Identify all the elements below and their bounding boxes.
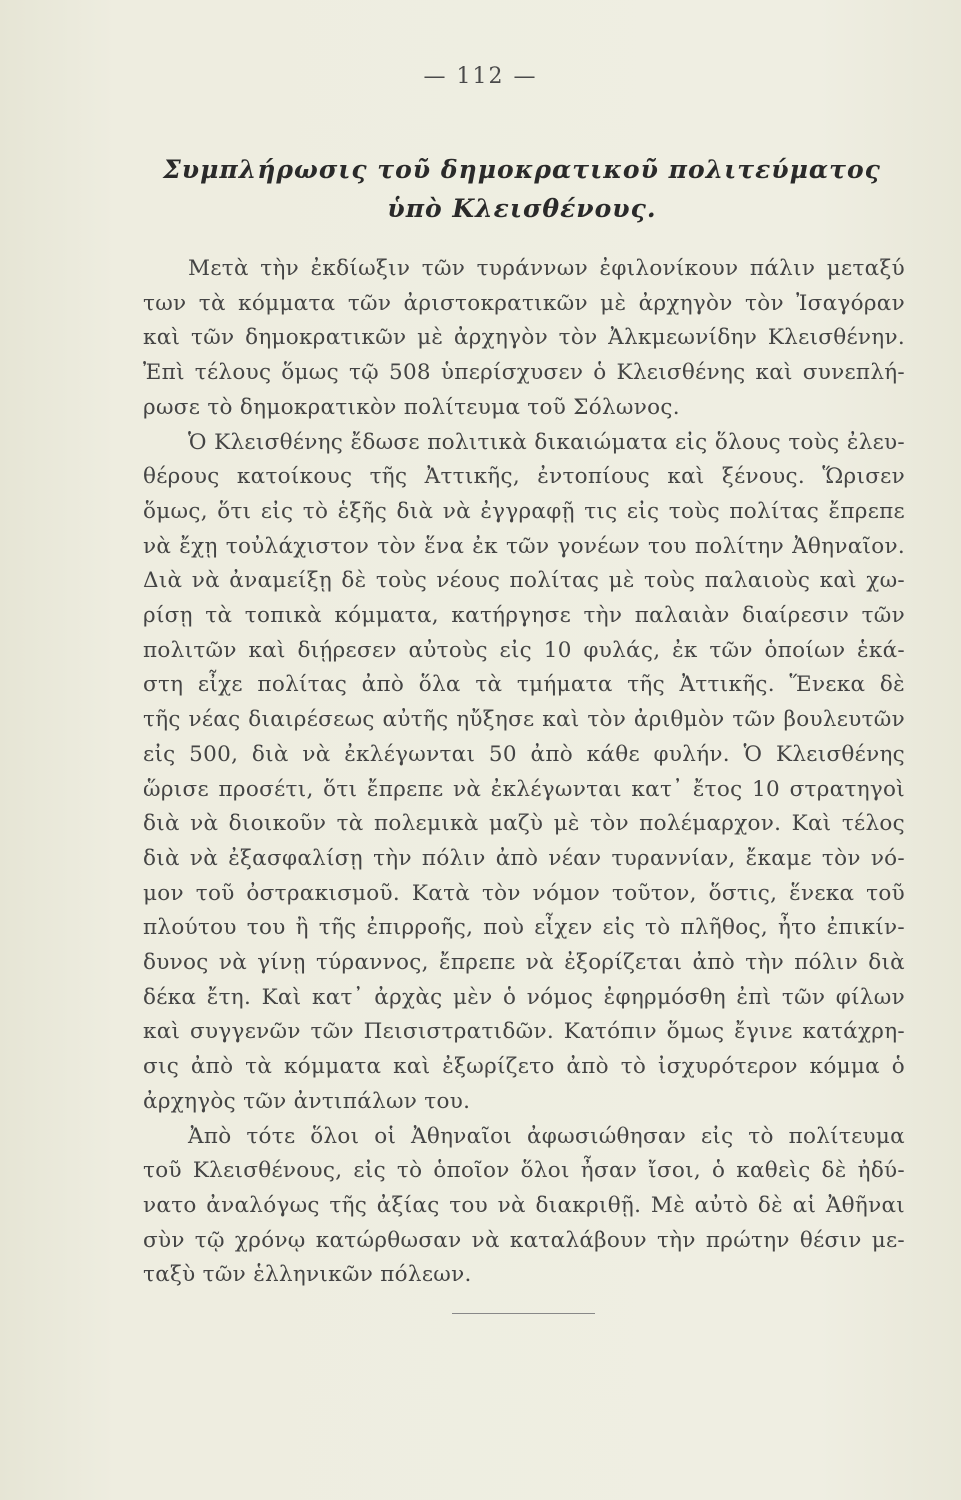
text-line: Διὰ νὰ ἀναμείξῃ δὲ τοὺς νέους πολίτας μὲ τοὺς παλαιοὺς καὶ χω- [143,568,905,594]
page-number: — 112 — [423,64,538,89]
text-line: διὰ νὰ διοικοῦν τὰ πολεμικὰ μαζὺ μὲ τὸν πολέμαρχον. Καὶ τέλος [143,811,905,837]
text-line: σις ἀπὸ τὰ κόμματα καὶ ἐξωρίζετο ἀπὸ τὸ ἰσχυρότερον κόμμα ὁ [143,1054,905,1080]
text-line: διὰ νὰ ἐξασφαλίσῃ τὴν πόλιν ἀπὸ νέαν τυραννίαν, ἔκαμε τὸν νό- [143,845,905,871]
chapter-title-line-2: ὑπὸ Κλεισθένους. [387,194,657,223]
text-line: καὶ συγγενῶν τῶν Πεισιστρατιδῶν. Κατόπιν ὅμως ἔγινε κατάχρη- [143,1019,905,1045]
text-line: Ὁ Κλεισθένης ἔδωσε πολιτικὰ δικαιώματα εἰς ὅλους τοὺς ἐλευ- [188,429,905,455]
text-line: δυνος νὰ γίνῃ τύραννος, ἔπρεπε νὰ ἐξορίζεται ἀπὸ τὴν πόλιν διὰ [143,950,905,976]
text-line: νατο ἀναλόγως τῆς ἀξίας του νὰ διακριθῇ. Μὲ αὐτὸ δὲ αἱ Ἀθῆναι [143,1192,905,1218]
end-rule [452,1313,595,1314]
text-line: θέρους κατοίκους τῆς Ἀττικῆς, ἐντοπίους καὶ ξένους. Ὥρισεν [143,464,905,490]
chapter-title [0,150,961,228]
text-line: δέκα ἔτη. Καὶ κατ᾿ ἀρχὰς μὲν ὁ νόμος ἐφηρμόσθη ἐπὶ τῶν φίλων [143,984,905,1010]
text-line: ρωσε τὸ δημοκρατικὸν πολίτευμα τοῦ Σόλωνος. [143,394,680,420]
text-line: μον τοῦ ὀστρακισμοῦ. Κατὰ τὸν νόμον τοῦτον, ὅστις, ἕνεκα τοῦ [143,880,905,906]
text-line: ρίσῃ τὰ τοπικὰ κόμματα, κατήργησε τὴν παλαιὰν διαίρεσιν τῶν [143,603,905,629]
text-line: τῆς νέας διαιρέσεως αὐτῆς ηὔξησε καὶ τὸν ἀριθμὸν τῶν βουλευτῶν [143,707,905,733]
text-line: σὺν τῷ χρόνῳ κατώρθωσαν νὰ καταλάβουν τὴν πρώτην θέσιν με- [143,1227,905,1253]
text-line: εἰς 500, διὰ νὰ ἐκλέγωνται 50 ἀπὸ κάθε φυλήν. Ὁ Κλεισθένης [143,741,905,767]
text-line: πολιτῶν καὶ διῄρεσεν αὐτοὺς εἰς 10 φυλάς, ἐκ τῶν ὁποίων ἑκά- [143,637,905,663]
text-line: ταξὺ τῶν ἑλληνικῶν πόλεων. [143,1262,472,1288]
text-line: Ἀπὸ τότε ὅλοι οἱ Ἀθηναῖοι ἀφωσιώθησαν εἰς τὸ πολίτευμα [188,1123,905,1149]
text-line: νὰ ἔχῃ τοὐλάχιστον τὸν ἕνα ἐκ τῶν γονέων του πολίτην Ἀθηναῖον. [143,533,905,559]
text-line: ὅμως, ὅτι εἰς τὸ ἑξῆς διὰ νὰ ἐγγραφῇ τις εἰς τοὺς πολίτας ἔπρεπε [143,498,905,524]
body-text [143,252,905,1293]
text-line: των τὰ κόμματα τῶν ἀριστοκρατικῶν μὲ ἀρχηγὸν τὸν Ἰσαγόραν [143,290,905,316]
text-line: στη εἶχε πολίτας ἀπὸ ὅλα τὰ τμήματα τῆς Ἀττικῆς. Ἕνεκα δὲ [143,672,905,698]
text-line: τοῦ Κλεισθένους, εἰς τὸ ὁποῖον ὅλοι ἦσαν ἴσοι, ὁ καθεὶς δὲ ἠδύ- [143,1158,905,1184]
text-line: Ἐπὶ τέλους ὅμως τῷ 508 ὑπερίσχυσεν ὁ Κλεισθένης καὶ συνεπλή- [143,360,905,386]
chapter-title-line-1: Συμπλήρωσις τοῦ δημοκρατικοῦ πολιτεύματος [163,155,881,184]
text-line: καὶ τῶν δημοκρατικῶν μὲ ἀρχηγὸν τὸν Ἀλκμεωνίδην Κλεισθένην. [143,325,905,351]
text-line: Μετὰ τὴν ἐκδίωξιν τῶν τυράννων ἐφιλονίκουν πάλιν μεταξύ [188,256,905,281]
text-line: πλούτου του ἢ τῆς ἐπιρροῆς, ποὺ εἶχεν εἰς τὸ πλῆθος, ἦτο ἐπικίν- [143,915,905,941]
text-line: ἀρχηγὸς τῶν ἀντιπάλων του. [143,1088,471,1114]
text-line: ὥρισε προσέτι, ὅτι ἔπρεπε νὰ ἐκλέγωνται κατ᾿ ἔτος 10 στρατηγοὶ [143,776,905,802]
